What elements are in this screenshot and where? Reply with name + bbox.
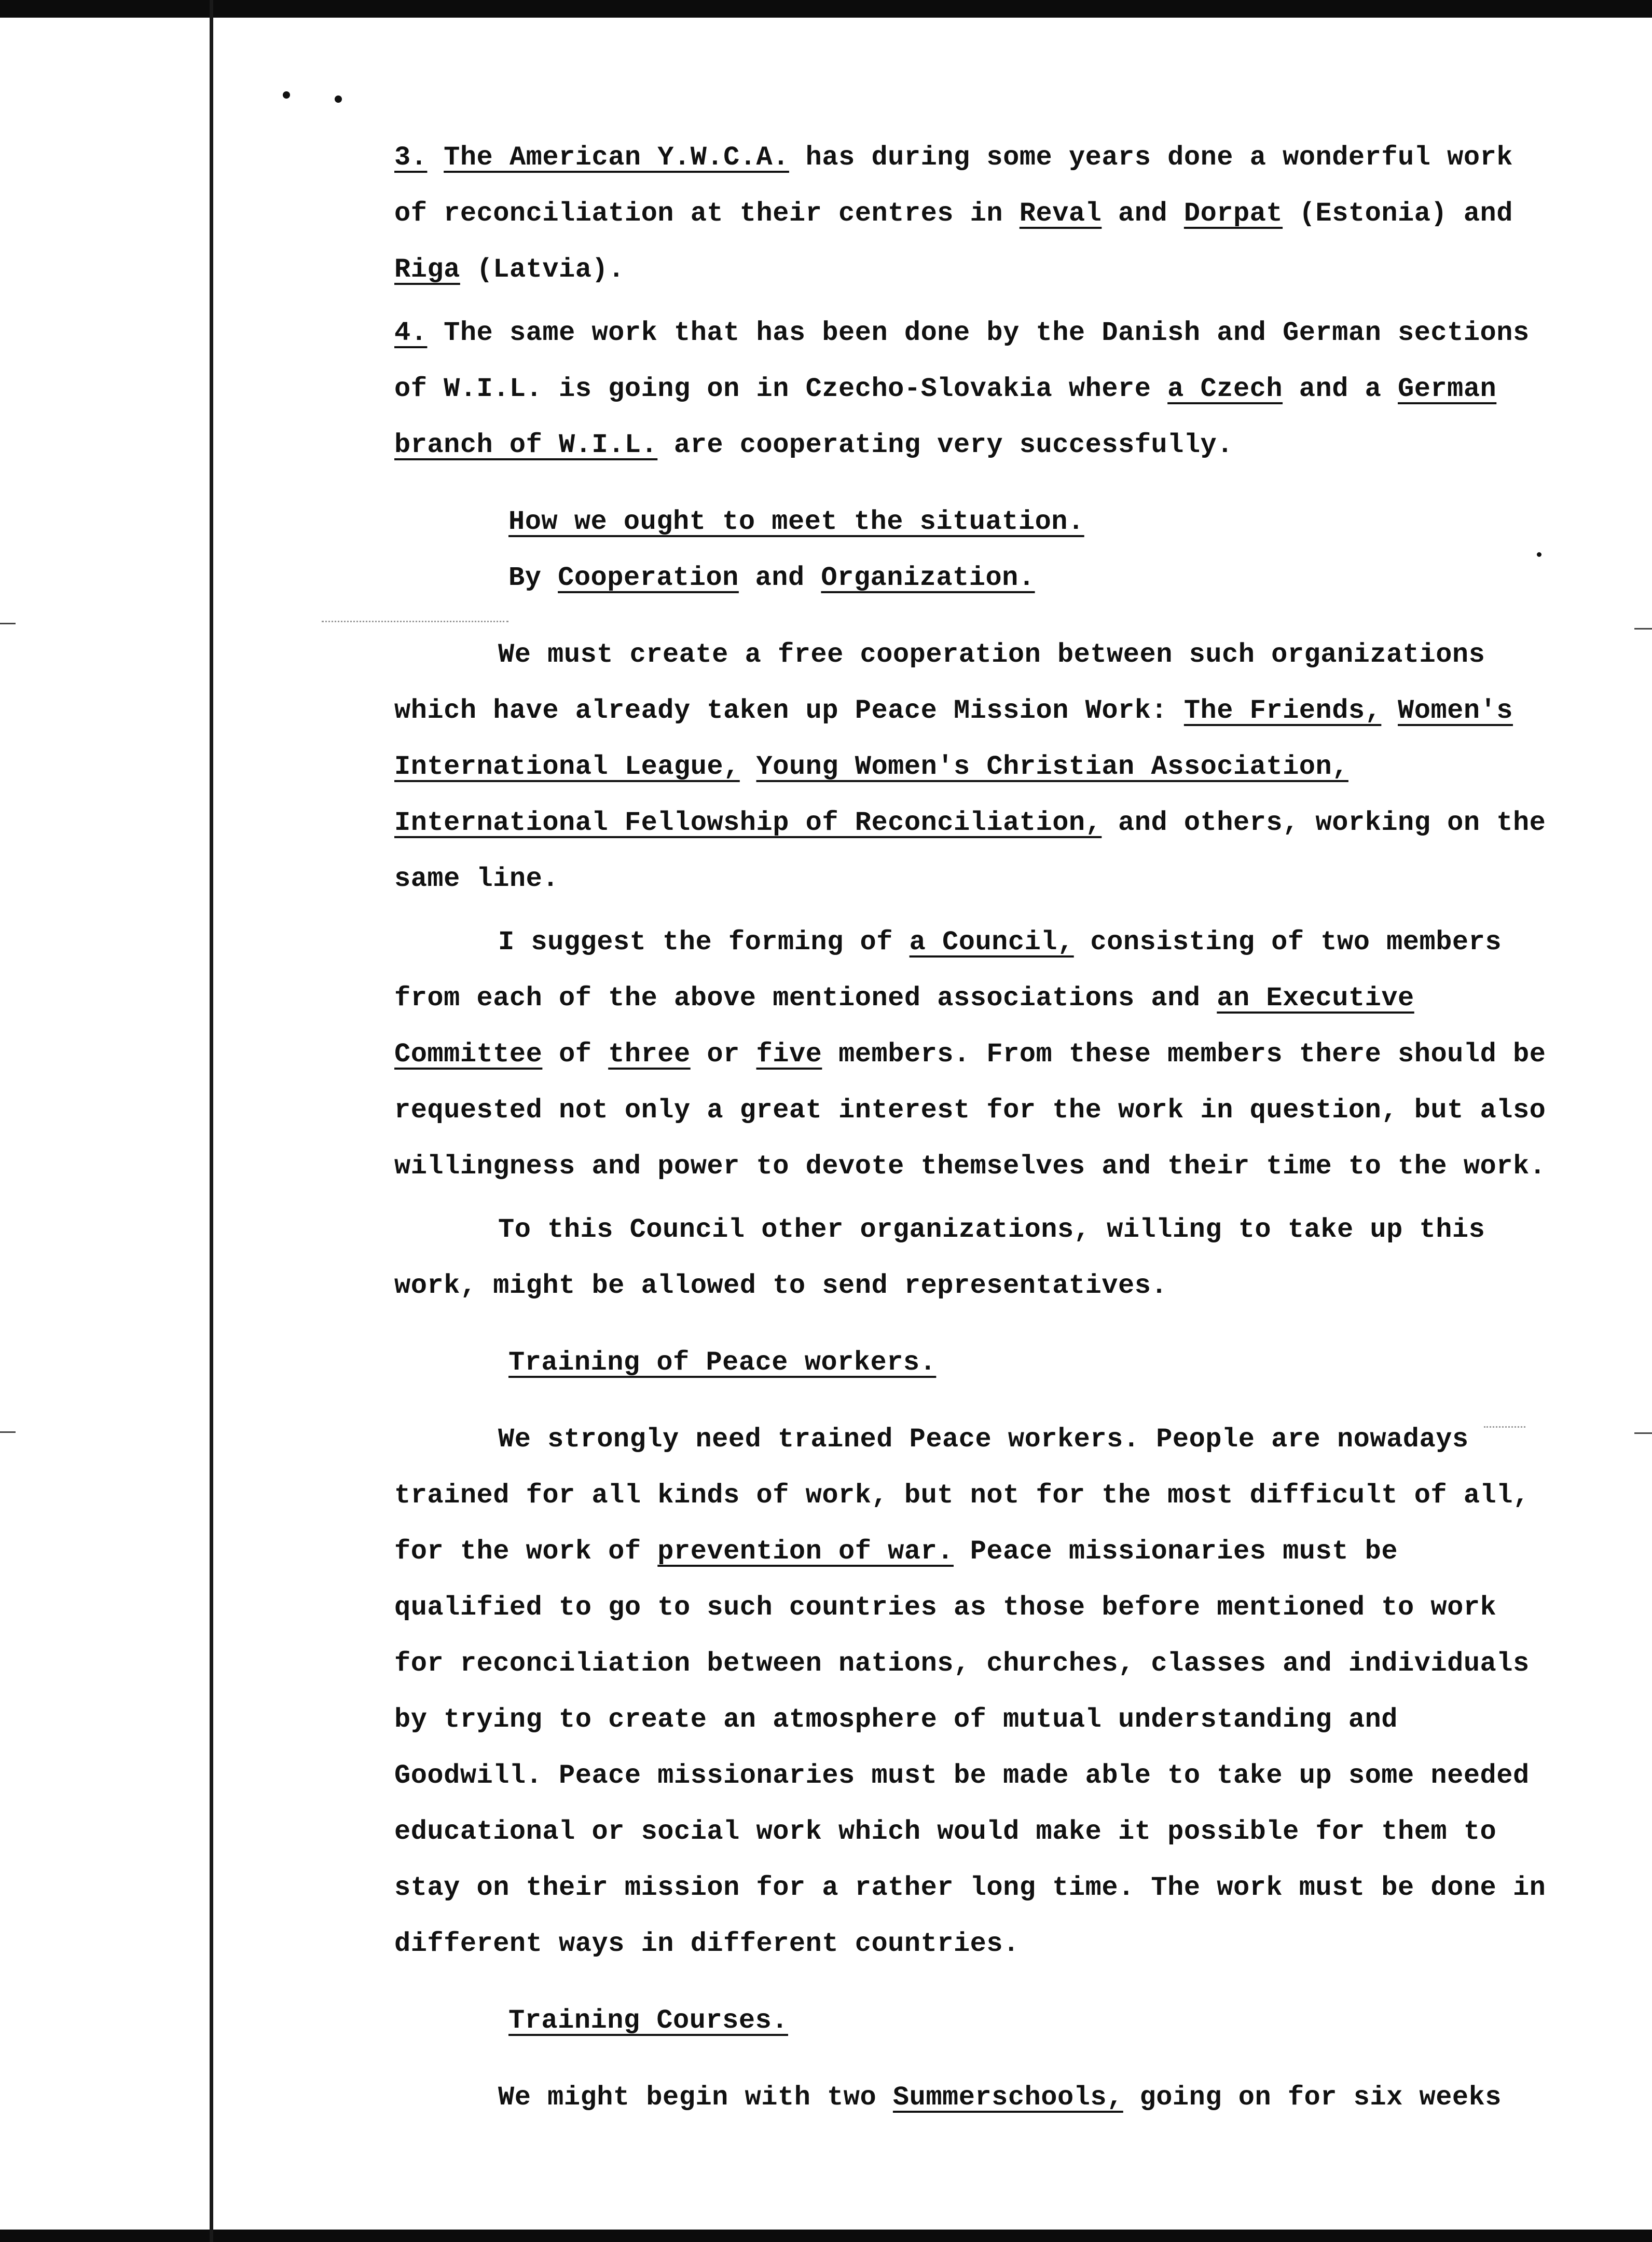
item-number: 3.: [394, 142, 428, 173]
underlined-text: Summerschools,: [892, 2082, 1123, 2113]
text-run: [740, 751, 756, 782]
document-body: [394, 130, 1546, 2126]
text-run: and: [1102, 198, 1184, 229]
margin-tick: [1634, 1432, 1652, 1434]
text-run: The same work that has been done by the Danish and German sections of W.I.L. is going on in Czecho-Slovakia where: [394, 318, 1530, 404]
text-run: and a: [1283, 374, 1398, 404]
paragraph-cooperation: [394, 627, 1546, 907]
text-run: consisting of two members from each of the above mentioned associations and: [394, 927, 1502, 1014]
item-number: 4.: [394, 318, 428, 348]
paragraph-peace-workers: [394, 1412, 1546, 1972]
text-run: has during some years done a wonderful work of reconciliation at their centres in: [394, 142, 1513, 229]
margin-tick: [0, 623, 16, 624]
underlined-text: three: [608, 1039, 691, 1070]
underlined-text: Riga: [394, 254, 460, 285]
text-run: and others, working on the same line.: [394, 808, 1546, 894]
text-run: We might begin with two: [498, 2082, 893, 2113]
section-heading-situation: How we ought to meet the situation.: [508, 507, 1084, 537]
subheading-mid: and: [738, 563, 821, 593]
section-heading-courses: Training Courses.: [508, 2005, 788, 2036]
text-run: (Estonia) and: [1283, 198, 1513, 229]
section-subheading: [508, 550, 1546, 606]
underlined-text: Women's International League,: [394, 695, 1513, 782]
text-run: are cooperating very successfully.: [657, 430, 1233, 460]
subheading-cooperation: Cooperation: [558, 563, 739, 593]
scan-border-top: [0, 0, 1652, 18]
underlined-text: The American Y.W.C.A.: [444, 142, 789, 173]
underlined-text: German branch of W.I.L.: [394, 374, 1497, 460]
underlined-text: an Executive Committee: [394, 983, 1414, 1070]
subheading-prefix: By: [508, 563, 558, 593]
punch-dot: [283, 91, 290, 99]
underlined-text: Reval: [1019, 198, 1102, 229]
text-run: of: [542, 1039, 609, 1070]
text-run: [1381, 695, 1398, 726]
item-text: [394, 142, 1513, 285]
underlined-text: Dorpat: [1183, 198, 1283, 229]
underlined-text: a Council,: [909, 927, 1074, 958]
underlined-text: five: [756, 1039, 822, 1070]
margin-tick: [1634, 628, 1652, 630]
paragraph-council: [394, 914, 1546, 1195]
text-run: or: [690, 1039, 756, 1070]
underlined-text: a Czech: [1167, 374, 1283, 404]
text-run: Peace missionaries must be qualified to go to such countries as those before mentioned to work for reconciliation between nations, churches, classes and individuals by trying to create an atmosphere of mutual understanding and Goodwill. Peace missionaries must be made able to take up some needed educational or social work which would make it possible for them to stay on their mission for a rather long time. The work must be done in different ways in different countries.: [394, 1536, 1546, 1959]
underlined-text: prevention of war.: [657, 1536, 954, 1567]
underlined-text: The Friends,: [1183, 695, 1382, 726]
text-run: going on for six weeks: [1123, 2082, 1502, 2113]
text-run: We strongly need trained Peace workers. People are nowadays trained for all kinds of work, but not for the most difficult of all, for the work of: [394, 1424, 1530, 1567]
text-run: members. From these members there should be requested not only a great interest for the work in question, but also willingness and power to devote themselves and their time to the work.: [394, 1039, 1546, 1182]
text-run: I suggest the forming of: [498, 927, 910, 958]
margin-tick: [0, 1431, 16, 1433]
text-run: (Latvia).: [460, 254, 625, 285]
punch-dot: [335, 95, 342, 103]
item-4: [394, 305, 1546, 473]
paragraph-summerschools: [394, 2070, 1546, 2126]
paragraph-representatives: To this Council other organizations, willing to take up this work, might be allowed to send representatives.: [394, 1214, 1485, 1301]
item-text: [394, 318, 1530, 460]
section-heading-training: Training of Peace workers.: [508, 1347, 937, 1378]
underlined-text: International Fellowship of Reconciliation,: [394, 808, 1102, 838]
scan-margin-line: [210, 0, 213, 2242]
underlined-text: Young Women's Christian Association,: [756, 751, 1348, 782]
subheading-organization: Organization.: [821, 563, 1035, 593]
text-run: We must create a free cooperation between such organizations which have already taken up Peace Mission Work:: [394, 639, 1485, 726]
item-3: [394, 130, 1546, 298]
scan-border-bottom: [0, 2230, 1652, 2242]
